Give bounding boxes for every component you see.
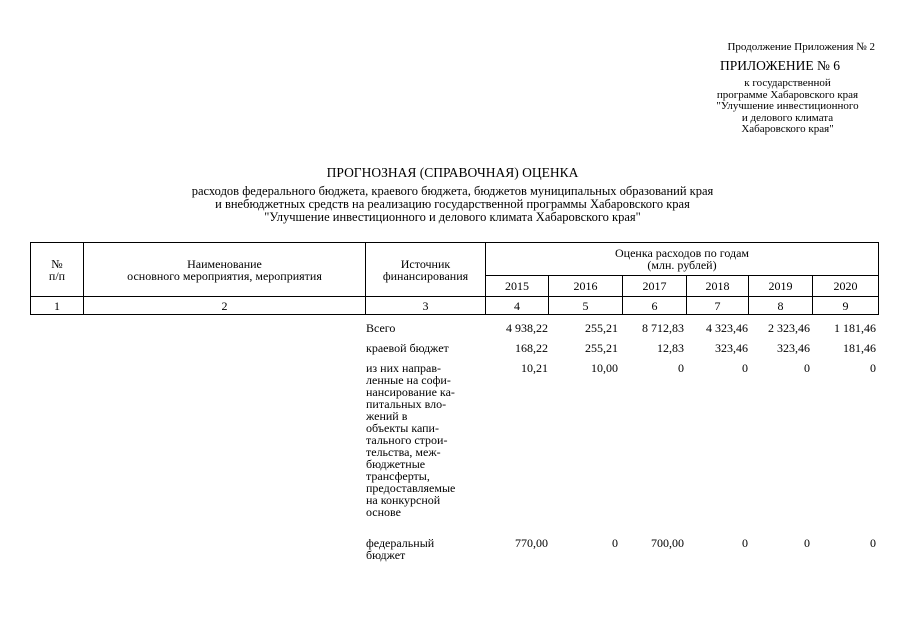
value-cell: 12,83 (657, 341, 684, 355)
value-cell: 8 712,83 (642, 321, 684, 335)
document-title: ПРОГНОЗНАЯ (СПРАВОЧНАЯ) ОЦЕНКА (326, 165, 579, 180)
document-subtitle (0, 185, 905, 224)
source-line: тального строи- (366, 433, 448, 447)
source-cell (366, 342, 486, 354)
source-line: предоставляемые (366, 481, 456, 495)
appendix-number: ПРИЛОЖЕНИЕ № 6 (719, 58, 841, 73)
source-cell (366, 362, 486, 518)
value-cell: 2 323,46 (768, 321, 810, 335)
appendix-desc-line: Хабаровского края" (741, 123, 834, 135)
value-cell: 770,00 (515, 536, 548, 550)
years-group-label: (млн. рублей) (647, 258, 717, 272)
subtitle-line: и внебюджетных средств на реализацию государственной программы Хабаровского края (215, 197, 690, 211)
index-cell: 9 (842, 298, 849, 313)
value-cell: 0 (742, 361, 748, 375)
year-header: 2020 (833, 279, 858, 293)
value-cell: 700,00 (651, 536, 684, 550)
value-cell: 168,22 (515, 341, 548, 355)
source-line: нансирование ка- (366, 385, 455, 399)
value-cell: 323,46 (777, 341, 810, 355)
index-cell: 6 (651, 298, 658, 313)
value-cell: 0 (612, 536, 618, 550)
col-name-header (84, 243, 365, 296)
col-no-header (31, 243, 83, 296)
index-cell: 4 (514, 298, 520, 313)
index-cell: 7 (714, 298, 721, 313)
subtitle-line: "Улучшение инвестиционного и делового климата Хабаровского края" (264, 210, 641, 224)
value-cell: 0 (678, 361, 684, 375)
col-no-label: п/п (48, 268, 66, 283)
col-source-label: Источник (400, 256, 451, 271)
source-line: ленные на софи- (366, 373, 451, 387)
year-header: 2015 (505, 279, 529, 293)
source-line: бюджетные (366, 457, 426, 471)
source-line: жений в (366, 409, 408, 423)
value-cell: 10,21 (521, 361, 548, 375)
value-cell: 0 (804, 361, 810, 375)
years-group-header (486, 243, 878, 275)
source-line: объекты капи- (366, 421, 439, 435)
year-header: 2019 (768, 279, 793, 293)
source-line: трансферты, (366, 469, 430, 483)
value-cell: 0 (804, 536, 810, 550)
value-cell: 0 (870, 361, 876, 375)
value-cell: 255,21 (585, 321, 618, 335)
years-group-label: Оценка расходов по годам (615, 246, 749, 260)
source-line: федеральный (366, 536, 435, 550)
index-cell: 2 (221, 298, 228, 313)
source-line: бюджет (366, 548, 406, 562)
value-cell: 0 (870, 536, 876, 550)
source-line: на конкурсной (366, 493, 441, 507)
appendix-desc-line: программе Хабаровского края (716, 88, 859, 101)
continuation-note: Продолжение Приложения № 2 (727, 41, 875, 53)
year-header: 2017 (642, 279, 667, 293)
source-line: тельства, меж- (366, 445, 441, 459)
col-name-label: основного мероприятия, мероприятия (127, 268, 322, 283)
source-line: краевой бюджет (366, 341, 449, 355)
value-cell: 323,46 (715, 341, 748, 355)
source-cell (366, 537, 486, 561)
col-no-label: № (51, 256, 63, 271)
value-cell: 1 181,46 (834, 321, 876, 335)
index-cell: 5 (582, 298, 589, 313)
year-header: 2018 (705, 279, 730, 293)
col-source-label: финансирования (382, 268, 469, 283)
source-line: из них направ- (366, 361, 442, 375)
appendix-desc-line: "Улучшение инвестиционного (716, 100, 859, 112)
value-cell: 10,00 (591, 361, 618, 375)
value-cell: 181,46 (843, 341, 876, 355)
source-line: Всего (366, 321, 396, 335)
subtitle-line: расходов федерального бюджета, краевого бюджета, бюджетов муниципальных образований края (191, 184, 714, 198)
appendix-description (690, 78, 885, 136)
index-cell: 1 (54, 298, 60, 313)
source-cell (366, 322, 486, 334)
source-line: основе (366, 505, 401, 519)
index-cell: 3 (422, 298, 429, 313)
appendix-desc-line: и делового климата (741, 111, 834, 124)
col-name-label: Наименование (187, 256, 262, 271)
value-cell: 0 (742, 536, 748, 550)
value-cell: 4 938,22 (506, 321, 548, 335)
index-cell: 8 (777, 298, 784, 313)
appendix-desc-line: к государственной (744, 77, 831, 89)
source-line: питальных вло- (366, 397, 447, 411)
value-cell: 4 323,46 (706, 321, 748, 335)
table-rule (878, 242, 879, 315)
table-rule (30, 314, 878, 315)
value-cell: 255,21 (585, 341, 618, 355)
year-header: 2016 (573, 279, 598, 293)
col-source-header (366, 243, 485, 296)
